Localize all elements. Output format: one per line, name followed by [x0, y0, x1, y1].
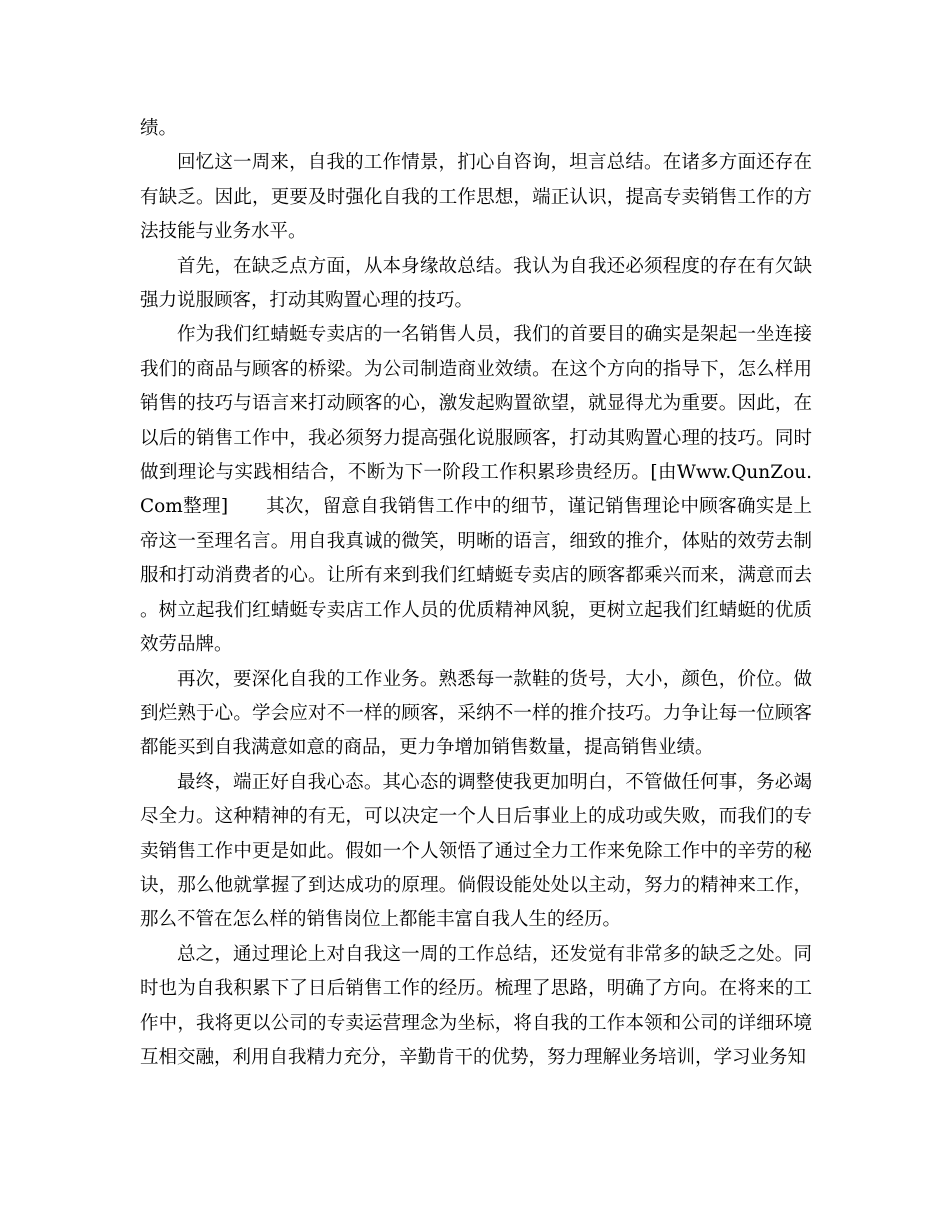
paragraph-continuation: 绩。	[140, 118, 178, 139]
paragraph-conclusion: 总之，通过理论上对自我这一周的工作总结，还发觉有非常多的缺乏之处。同时也为自我积累下了日后销售工作的经历。梳理了思路，明确了方向。在将来的工作中，我将更以公司的专卖运营理念为坐标，将自我的工作本领和公司的详细环境互相交融，利用自我精力充分，辛勤肯干的优势，努力理解业务培训，学习业务知	[140, 943, 812, 1068]
paragraph-first-point: 首先，在缺乏点方面，从本身缘故总结。我认为自我还必须程度的存在有欠缺强力说服顾客，打动其购置心理的技巧。	[140, 255, 812, 312]
paragraph-review: 回忆这一周来，自我的工作情景，扪心自咨询，坦言总结。在诸多方面还存在有缺乏。因此，更要及时强化自我的工作思想，端正认识，提高专卖销售工作的方法技能与业务水平。	[140, 152, 812, 243]
paragraph-final-point: 最终，端正好自我心态。其心态的调整使我更加明白，不管做任何事，务必竭尽全力。这种精神的有无，可以决定一个人日后事业上的成功或失败，而我们的专卖销售工作中更是如此。假如一个人领悟了通过全力工作来免除工作中的辛劳的秘诀，那么他就掌握了到达成功的原理。倘假设能处处以主动，努力的精神来工作，那么不管在怎么样的销售岗位上都能丰富自我人生的经历。	[140, 771, 812, 931]
document-body	[140, 112, 812, 1075]
paragraph-third-point: 再次，要深化自我的工作业务。熟悉每一款鞋的货号，大小，颜色，价位。做到烂熟于心。学会应对不一样的顾客，采纳不一样的推介技巧。力争让每一位顾客都能买到自我满意如意的商品，更力争增加销售数量，提高销售业绩。	[140, 668, 812, 759]
paragraph-sales-role: 作为我们红蜻蜓专卖店的一名销售人员，我们的首要目的确实是架起一坐连接我们的商品与顾客的桥梁。为公司制造商业效绩。在这个方向的指导下，怎么样用销售的技巧与语言来打动顾客的心，激发起购置欲望，就显得尤为重要。因此，在以后的销售工作中，我必须努力提高强化说服顾客，打动其购置心理的技巧。同时做到理论与实践相结合，不断为下一阶段工作积累珍贵经历。[由Www.QunZou.Com整理] 其次，留意自我销售工作中的细节，谨记销售理论中顾客确实是上帝这一至理名言。用自我真诚的微笑，明晰的语言，细致的推介，体贴的效劳去制服和打动消费者的心。让所有来到我们红蜻蜓专卖店的顾客都乘兴而来，满意而去。树立起我们红蜻蜓专卖店工作人员的优质精神风貌，更树立起我们红蜻蜓的优质效劳品牌。	[140, 324, 812, 656]
